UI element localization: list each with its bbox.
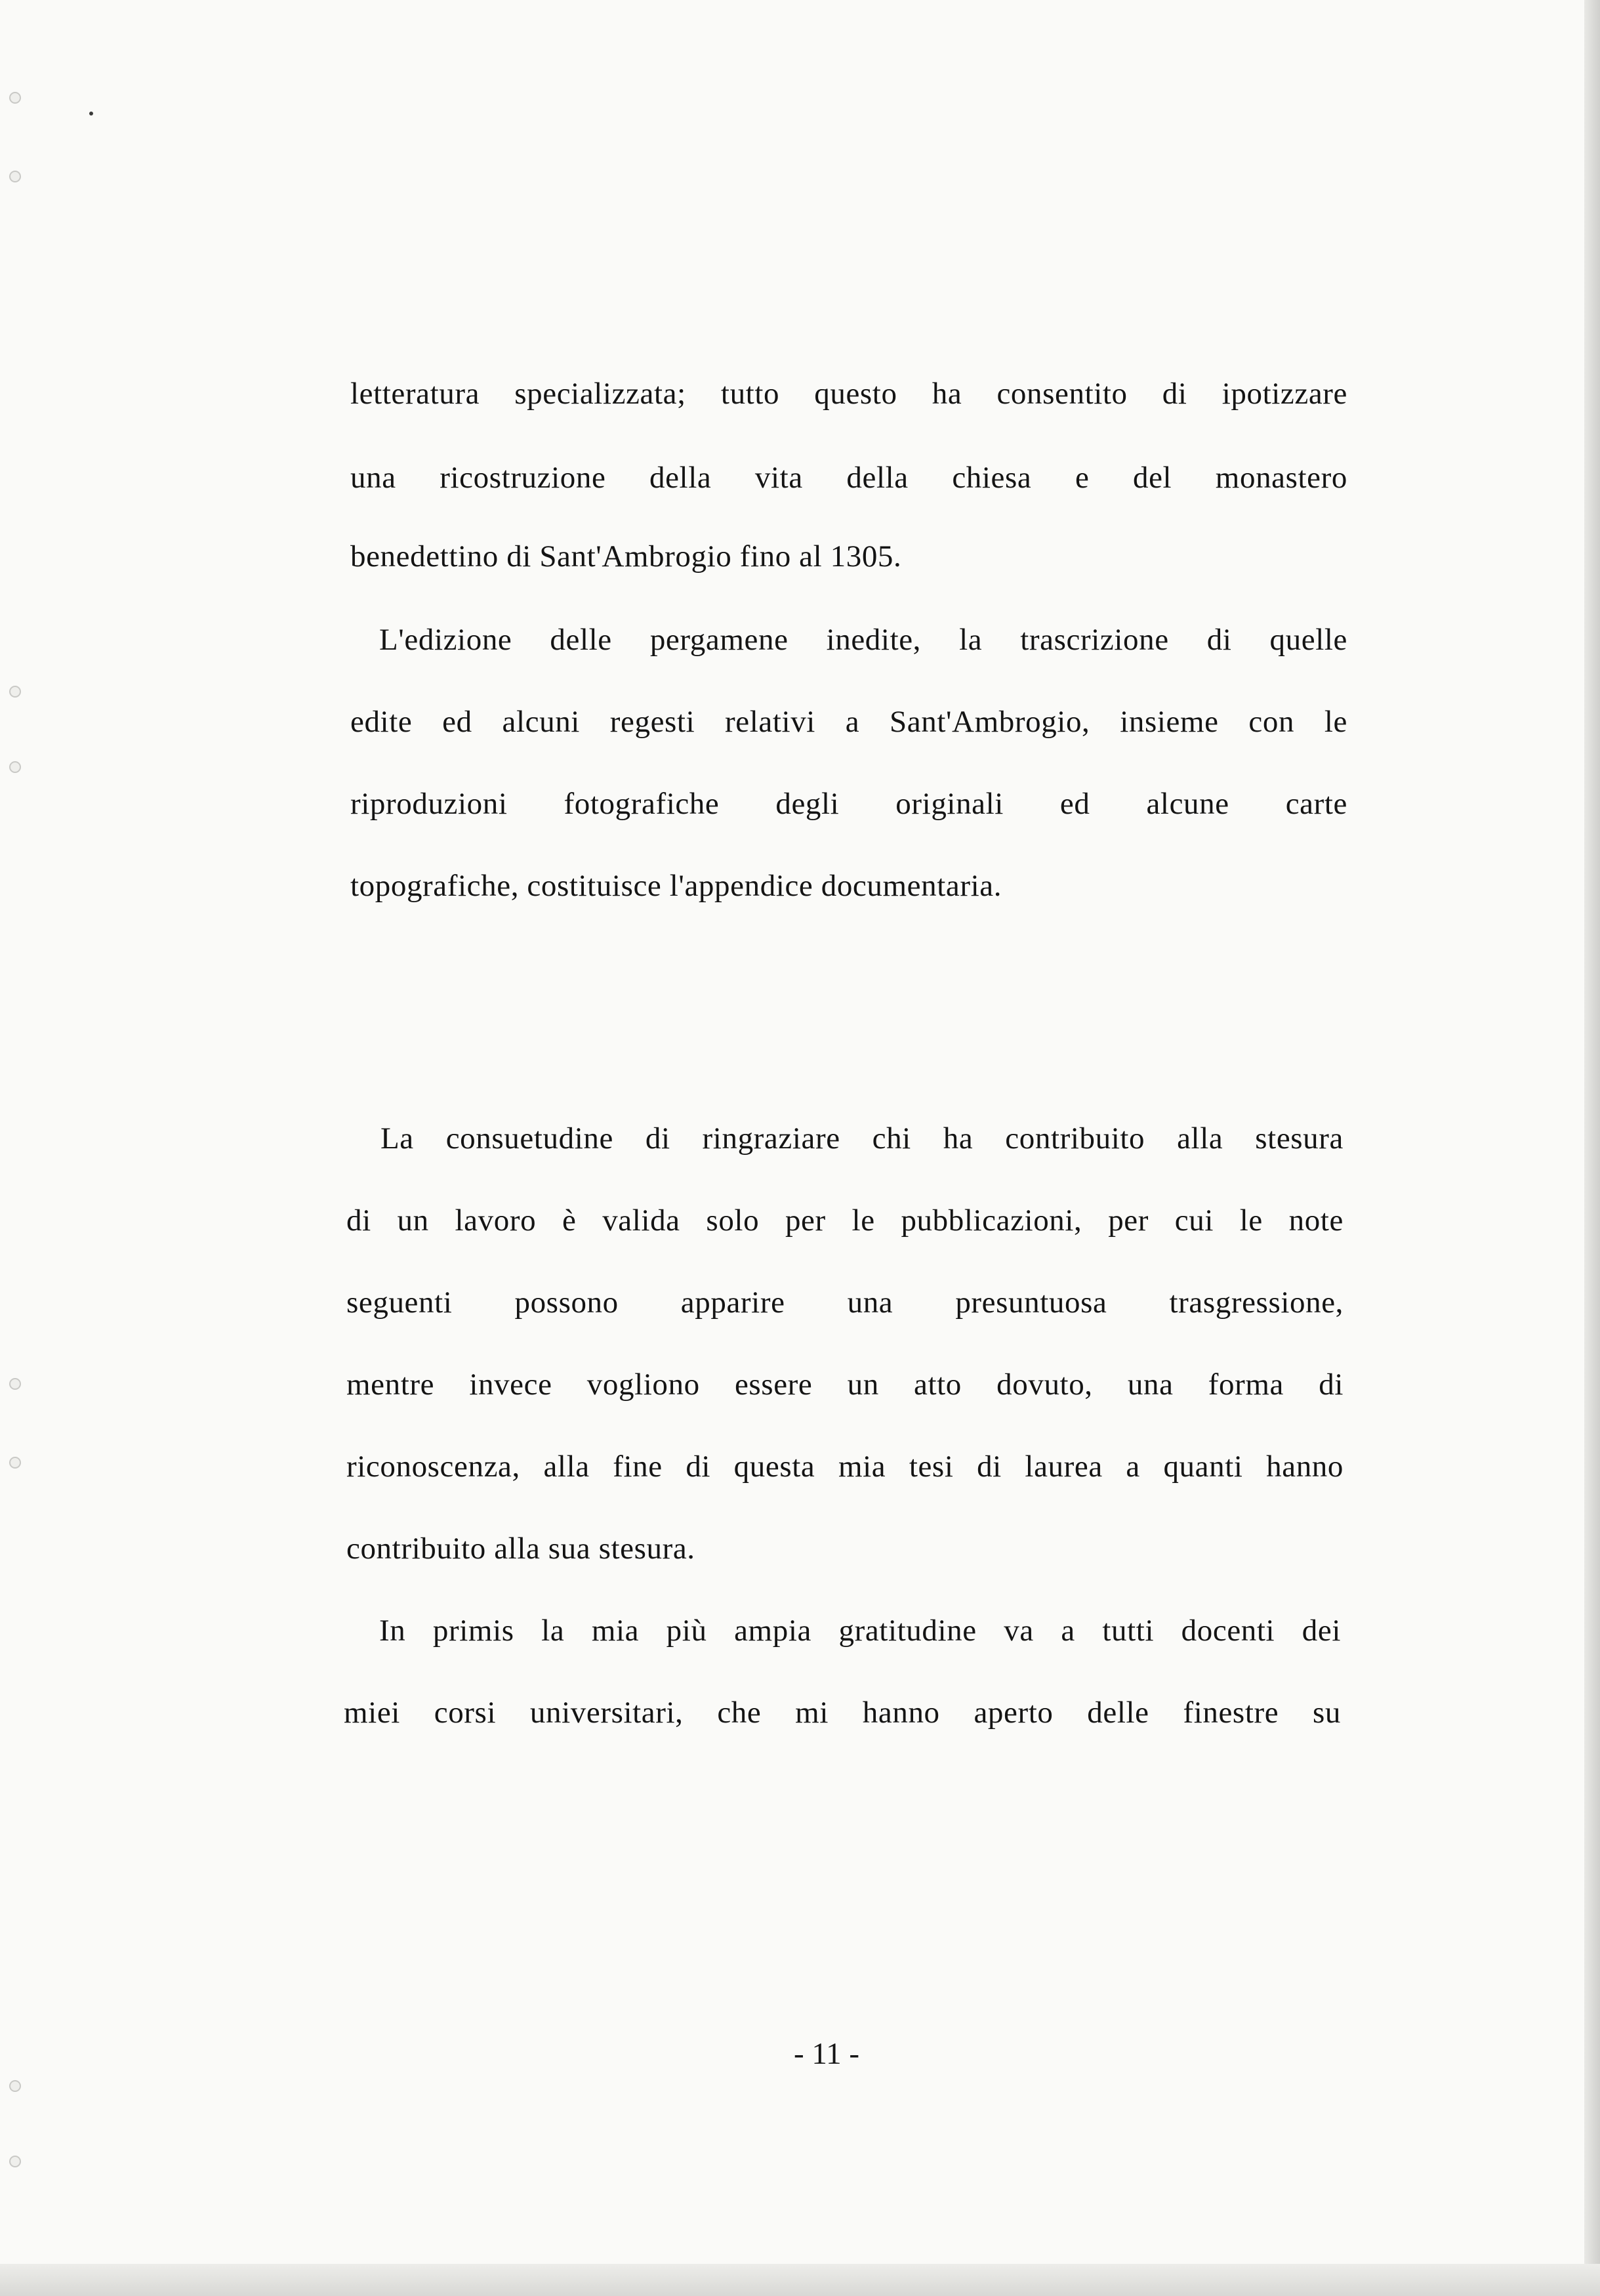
binding-hole	[9, 2080, 21, 2092]
binding-hole	[9, 1457, 21, 1469]
binding-hole	[9, 171, 21, 182]
text-line: miei corsi universitari, che mi hanno aperto delle finestre su	[344, 1696, 1341, 1730]
text-line: L'edizione delle pergamene inedite, la trascrizione di quelle	[379, 623, 1347, 657]
page-right-edge	[1584, 0, 1600, 2296]
text-line: mentre invece vogliono essere un atto dovuto, una forma di	[346, 1367, 1344, 1402]
binding-hole	[9, 761, 21, 773]
binding-hole	[9, 2156, 21, 2167]
text-line: seguenti possono apparire una presuntuosa trasgressione,	[346, 1285, 1344, 1320]
text-line: benedettino di Sant'Ambrogio fino al 1305.	[350, 539, 902, 574]
binding-hole	[9, 686, 21, 698]
text-line: topografiche, costituisce l'appendice documentaria.	[350, 869, 1002, 903]
text-line: In primis la mia più ampia gratitudine va a tutti docenti dei	[379, 1614, 1341, 1648]
text-line: La consuetudine di ringraziare chi ha contribuito alla stesura	[380, 1121, 1344, 1156]
page-number: - 11 -	[793, 2037, 860, 2071]
text-line: edite ed alcuni regesti relativi a Sant'Ambrogio, insieme con le	[350, 705, 1347, 739]
scan-speck	[89, 112, 93, 115]
binding-hole	[9, 92, 21, 104]
text-line: una ricostruzione della vita della chiesa e del monastero	[350, 461, 1347, 495]
text-line: contribuito alla sua stesura.	[346, 1532, 695, 1566]
text-line: di un lavoro è valida solo per le pubblicazioni, per cui le note	[346, 1203, 1344, 1238]
text-line: letteratura specializzata; tutto questo ha consentito di ipotizzare	[350, 377, 1347, 411]
binding-hole	[9, 1378, 21, 1390]
text-line: riproduzioni fotografiche degli originali ed alcune carte	[350, 787, 1347, 821]
text-line: riconoscenza, alla fine di questa mia tesi di laurea a quanti hanno	[346, 1450, 1344, 1484]
page-bottom-edge	[0, 2264, 1600, 2296]
